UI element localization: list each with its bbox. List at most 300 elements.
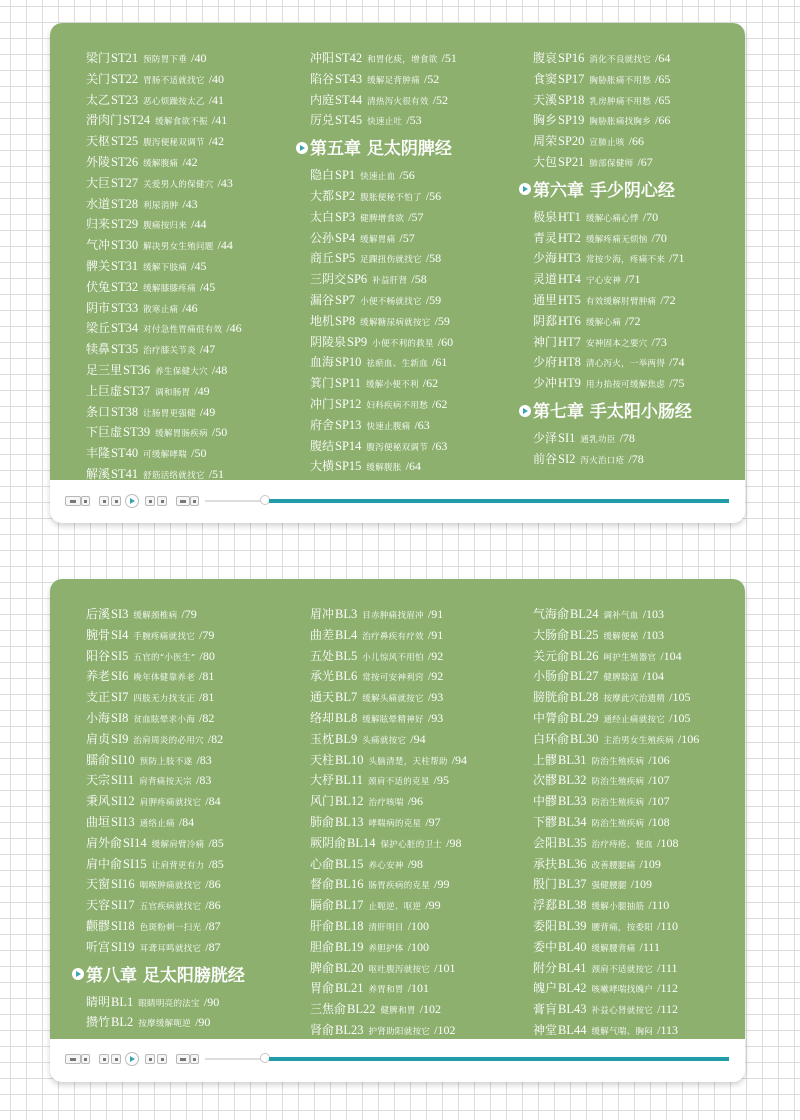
- chapter-title: 第八章 足太阳膀胱经: [86, 965, 245, 986]
- acupoint-name: 梁门: [86, 51, 111, 65]
- chapter-heading[interactable]: [519, 401, 692, 423]
- acupoint-name: 箕门: [310, 376, 335, 391]
- toc-entry[interactable]: [310, 961, 455, 977]
- acupoint-code: BL16: [335, 877, 364, 892]
- acupoint-description: 缓解颈椎病: [133, 611, 178, 621]
- next-button[interactable]: [145, 496, 155, 506]
- acupoint-description: 小儿惊风不用怕: [362, 652, 424, 663]
- acupoint-code: SP4: [335, 230, 356, 245]
- acupoint-code: SI1: [558, 431, 576, 445]
- toc-entry[interactable]: [86, 155, 198, 171]
- toc-entry[interactable]: [533, 857, 661, 873]
- toc-entry[interactable]: [533, 877, 652, 893]
- toc-entry[interactable]: [310, 877, 449, 893]
- chapter-heading[interactable]: [519, 180, 675, 202]
- toc-entry[interactable]: [310, 732, 426, 748]
- acupoint-name: 大巨: [86, 175, 111, 190]
- toc-entry[interactable]: [310, 898, 441, 914]
- acupoint-name: 少府: [533, 355, 558, 370]
- toc-entry[interactable]: [310, 189, 441, 205]
- acupoint-code: SI17: [111, 898, 135, 913]
- acupoint-description: 养生保健大穴: [155, 367, 208, 377]
- acupoint-code: BL8: [335, 711, 358, 725]
- toc-entry[interactable]: [310, 314, 450, 330]
- toc-entry[interactable]: [86, 280, 215, 296]
- acupoint-code: ST43: [335, 71, 363, 86]
- chapter-title: 第五章 足太阴脾经: [310, 139, 452, 160]
- acupoint-description: 缓解肩臂冷痛: [151, 839, 205, 850]
- toc-entry[interactable]: [533, 1002, 678, 1018]
- acupoint-code: BL40: [558, 939, 587, 954]
- acupoint-name: 大肠俞: [533, 627, 570, 642]
- acupoint-name: 臑俞: [86, 752, 111, 767]
- page-number: /53: [406, 113, 422, 128]
- toc-entry[interactable]: [533, 293, 676, 309]
- toc-entry[interactable]: [86, 113, 227, 129]
- acupoint-code: BL20: [335, 960, 364, 975]
- toc-entry[interactable]: [310, 272, 427, 288]
- acupoint-description: 缓解食欲不振: [155, 117, 208, 128]
- acupoint-name: 冲阳: [310, 51, 335, 65]
- page-number: /64: [655, 51, 671, 65]
- page-number: /59: [425, 293, 442, 307]
- toc-entry[interactable]: [310, 376, 438, 392]
- acupoint-description: 主治男女生殖疾病: [603, 735, 674, 746]
- toc-entry[interactable]: [310, 168, 415, 184]
- toc-entry[interactable]: [86, 384, 210, 400]
- acupoint-description: 通乳功臣: [580, 435, 616, 445]
- toc-entry[interactable]: [86, 259, 206, 275]
- acupoint-code: ST24: [123, 113, 151, 128]
- toc-entry[interactable]: [86, 690, 214, 706]
- acupoint-code: BL36: [558, 856, 587, 871]
- toc-entry[interactable]: [86, 238, 233, 254]
- toc-entry[interactable]: [533, 711, 690, 727]
- toc-entry[interactable]: [533, 919, 678, 935]
- rewind-button[interactable]: [99, 496, 109, 506]
- toc-entry[interactable]: [310, 649, 443, 665]
- toc-entry[interactable]: [533, 628, 664, 644]
- acupoint-description: 眼睛明亮的法宝: [138, 998, 200, 1009]
- toc-entry[interactable]: [86, 72, 224, 88]
- toc-entry[interactable]: [533, 794, 670, 810]
- page-number: /51: [441, 51, 457, 65]
- toc-entry[interactable]: [533, 940, 660, 956]
- page-number: /95: [433, 773, 449, 788]
- toc-entry[interactable]: [533, 649, 682, 665]
- acupoint-name: 膀胱俞: [533, 690, 570, 705]
- toc-entry[interactable]: [310, 940, 429, 956]
- toc-panel: [50, 23, 745, 480]
- toc-entry[interactable]: [310, 293, 441, 309]
- acupoint-name: 会阳: [533, 835, 558, 850]
- page-number: /67: [637, 155, 653, 169]
- chapter-heading[interactable]: [72, 965, 245, 987]
- toc-entry[interactable]: [86, 919, 221, 935]
- rewind-button[interactable]: [99, 1054, 109, 1064]
- toc-entry[interactable]: [310, 231, 415, 247]
- acupoint-name: 殷门: [533, 877, 558, 892]
- prev-button[interactable]: [111, 1054, 121, 1064]
- acupoint-description: 通经止痛就按它: [603, 715, 666, 725]
- acupoint-name: 通天: [310, 690, 335, 705]
- toc-entry[interactable]: [533, 93, 670, 109]
- toc-entry[interactable]: [86, 405, 215, 421]
- page-number: /101: [407, 981, 430, 996]
- toc-entry[interactable]: [310, 836, 461, 852]
- acupoint-description: 快速止血: [360, 172, 396, 183]
- acupoint-name: 隐白: [310, 168, 335, 183]
- toc-entry[interactable]: [86, 321, 242, 337]
- toc-entry[interactable]: [310, 607, 443, 623]
- acupoint-description: 补益肝肾: [372, 276, 408, 287]
- toc-entry[interactable]: [86, 669, 214, 685]
- toc-entry[interactable]: [533, 1023, 678, 1039]
- page-number: /58: [425, 251, 442, 266]
- acupoint-name: 气冲: [86, 238, 111, 253]
- toc-entry[interactable]: [533, 355, 684, 371]
- acupoint-description: 护肾助阳就按它: [368, 1027, 431, 1037]
- toc-entry[interactable]: [86, 425, 227, 441]
- toc-entry[interactable]: [310, 439, 447, 455]
- toc-entry[interactable]: [533, 452, 644, 468]
- toc-entry[interactable]: [533, 836, 678, 852]
- acupoint-description: 腹痛按归来: [143, 221, 188, 232]
- toc-entry[interactable]: [310, 335, 453, 351]
- toc-entry[interactable]: [86, 732, 223, 748]
- acupoint-description: 泻火治口疮: [580, 455, 625, 466]
- toc-entry[interactable]: [310, 711, 443, 727]
- acupoint-name: 腹结: [310, 438, 335, 453]
- page-number: /111: [639, 939, 660, 954]
- acupoint-code: BL14: [347, 835, 376, 850]
- toc-entry[interactable]: [86, 446, 206, 462]
- toc-entry[interactable]: [86, 628, 214, 644]
- acupoint-name: 公孙: [310, 230, 335, 245]
- acupoint-description: 健脾除湿: [603, 673, 639, 684]
- settings-button[interactable]: [190, 1054, 199, 1064]
- acupoint-description: 安神固本之要穴: [585, 338, 648, 349]
- toc-entry[interactable]: [533, 335, 667, 351]
- acupoint-description: 乳房肿痛不用愁: [589, 96, 652, 107]
- toc-entry[interactable]: [86, 898, 221, 914]
- toc-entry[interactable]: [86, 363, 227, 379]
- toc-entry[interactable]: [310, 210, 424, 226]
- acupoint-description: 通络止痛: [139, 819, 175, 829]
- acupoint-description: 肠胃疾病的克星: [368, 881, 431, 892]
- play-button[interactable]: [125, 1052, 139, 1066]
- toc-entry[interactable]: [310, 418, 430, 434]
- volume-button[interactable]: [81, 496, 90, 506]
- toc-entry[interactable]: [86, 753, 212, 769]
- toc-entry[interactable]: [310, 355, 447, 371]
- toc-entry[interactable]: [86, 197, 198, 213]
- toc-entry[interactable]: [86, 857, 224, 873]
- toc-entry[interactable]: [310, 981, 429, 997]
- toc-entry[interactable]: [310, 251, 441, 267]
- toc-entry[interactable]: [533, 669, 664, 685]
- acupoint-description: 肺部保健师: [589, 159, 634, 169]
- page-number: /94: [451, 752, 468, 767]
- toc-entry[interactable]: [86, 467, 224, 483]
- settings-button[interactable]: [190, 496, 199, 506]
- volume-button[interactable]: [81, 1054, 90, 1064]
- toc-entry[interactable]: [533, 376, 684, 392]
- acupoint-description: 治疗膝关节炎: [143, 346, 196, 357]
- acupoint-name: 水道: [86, 196, 111, 211]
- menu-button[interactable]: [65, 1054, 81, 1064]
- toc-entry[interactable]: [310, 93, 448, 109]
- toc-entry[interactable]: [533, 251, 684, 267]
- acupoint-description: 恶心烦躁按太乙: [143, 96, 205, 107]
- toc-entry[interactable]: [533, 898, 669, 914]
- acupoint-name: 厉兑: [310, 113, 335, 128]
- acupoint-name: 养老: [86, 669, 111, 684]
- acupoint-description: 补益心肾就按它: [591, 1006, 654, 1017]
- acupoint-code: SP16: [558, 51, 585, 65]
- acupoint-description: 宁心安神: [585, 276, 622, 287]
- page-number: /43: [217, 175, 233, 190]
- acupoint-name: 腕骨: [86, 627, 111, 642]
- toc-entry[interactable]: [86, 134, 224, 150]
- toc-entry[interactable]: [86, 995, 219, 1011]
- acupoint-name: 胆俞: [310, 939, 335, 954]
- acupoint-code: SI16: [111, 877, 135, 892]
- page-number: /66: [655, 113, 671, 128]
- toc-entry[interactable]: [533, 72, 670, 88]
- acupoint-code: HT2: [558, 230, 581, 245]
- toc-entry[interactable]: [533, 51, 670, 67]
- acupoint-description: 缓解小便不利: [365, 380, 419, 391]
- acupoint-code: HT5: [558, 293, 581, 307]
- acupoint-description: 养心安神: [368, 860, 404, 871]
- toc-entry[interactable]: [86, 877, 221, 893]
- acupoint-name: 大都: [310, 189, 335, 203]
- acupoint-description: 头脑清楚，天柱帮助: [368, 756, 448, 767]
- acupoint-code: BL32: [558, 773, 587, 788]
- page-number: /79: [199, 627, 215, 642]
- acupoint-description: 治疗鼻疾有疗效: [362, 631, 424, 642]
- media-player-bar: [50, 1040, 745, 1080]
- acupoint-name: 三焦俞: [310, 1002, 347, 1017]
- acupoint-description: 手腕疼痛就找它: [133, 631, 195, 642]
- acupoint-name: 承扶: [533, 856, 558, 871]
- acupoint-name: 腹哀: [533, 51, 558, 65]
- acupoint-name: 伏兔: [86, 279, 111, 294]
- page-number: /48: [211, 363, 228, 377]
- toc-entry[interactable]: [533, 981, 678, 997]
- toc-entry[interactable]: [310, 669, 443, 685]
- toc-entry[interactable]: [310, 1023, 455, 1039]
- toc-entry[interactable]: [310, 51, 457, 67]
- page-number: /108: [657, 835, 679, 850]
- acupoint-description: 关爱男人的保健穴: [143, 179, 214, 190]
- acupoint-description: 缓解气喘、胸闷: [591, 1027, 654, 1037]
- toc-entry[interactable]: [533, 155, 653, 171]
- page-number: /112: [657, 1002, 678, 1017]
- toc-entry[interactable]: [533, 314, 640, 330]
- media-player-bar: [50, 482, 745, 522]
- acupoint-description: 小便不利的救星: [372, 338, 434, 349]
- toc-entry[interactable]: [86, 607, 197, 623]
- acupoint-description: 防治生殖疾病: [591, 756, 645, 767]
- toc-entry[interactable]: [310, 628, 443, 644]
- acupoint-name: 胸乡: [533, 113, 558, 128]
- toc-entry[interactable]: [86, 711, 214, 727]
- toc-entry[interactable]: [533, 272, 640, 288]
- page-number: /61: [432, 355, 448, 370]
- page-number: /64: [405, 459, 421, 474]
- menu-button[interactable]: [65, 496, 81, 506]
- acupoint-description: 止呃逆、呕逆: [368, 902, 422, 913]
- toc-entry[interactable]: [310, 815, 441, 831]
- acupoint-code: ST45: [335, 113, 363, 128]
- toc-entry[interactable]: [86, 301, 198, 317]
- toc-entry[interactable]: [533, 231, 667, 247]
- acupoint-description: 让肠胃更强健: [143, 408, 196, 419]
- acupoint-code: BL25: [570, 627, 599, 642]
- prev-button[interactable]: [111, 496, 121, 506]
- acupoint-description: 小便不畅就找它: [360, 297, 422, 307]
- page-number: /82: [207, 731, 224, 746]
- toc-entry[interactable]: [86, 342, 215, 358]
- toc-entry[interactable]: [310, 753, 467, 769]
- toc-entry[interactable]: [533, 134, 644, 150]
- acupoint-name: 足三里: [86, 363, 123, 377]
- acupoint-name: 冲门: [310, 397, 335, 411]
- acupoint-code: SP19: [558, 113, 585, 128]
- toc-entry[interactable]: [86, 1015, 210, 1031]
- toc-entry[interactable]: [533, 607, 664, 623]
- acupoint-name: 太白: [310, 209, 335, 224]
- toc-entry[interactable]: [533, 773, 670, 789]
- acupoint-code: BL34: [558, 815, 587, 829]
- toc-entry[interactable]: [310, 1002, 441, 1018]
- page-number: /103: [642, 627, 665, 642]
- toc-entry[interactable]: [86, 51, 206, 67]
- page-number: /113: [657, 1023, 678, 1037]
- toc-entry[interactable]: [310, 690, 443, 706]
- page-number: /43: [182, 196, 198, 211]
- toc-entry[interactable]: [86, 93, 224, 109]
- toc-entry[interactable]: [533, 113, 670, 129]
- page-number: /46: [226, 321, 242, 336]
- toc-entry[interactable]: [310, 794, 423, 810]
- toc-entry[interactable]: [86, 649, 215, 665]
- toc-entry[interactable]: [310, 919, 429, 935]
- acupoint-code: SP10: [335, 355, 362, 370]
- acupoint-description: 对付急性胃痛很有效: [143, 325, 223, 336]
- forward-button[interactable]: [157, 496, 167, 506]
- chapter-heading[interactable]: [296, 138, 452, 160]
- toc-entry[interactable]: [86, 176, 233, 192]
- acupoint-code: ST36: [123, 363, 151, 377]
- page-number: /107: [648, 773, 670, 788]
- acupoint-name: 血海: [310, 355, 335, 370]
- page-number: /42: [208, 134, 225, 149]
- page-number: /47: [199, 342, 216, 357]
- acupoint-description: 缓解便秘: [603, 631, 639, 642]
- page-number: /75: [669, 376, 685, 391]
- progress-track: [205, 500, 263, 502]
- toc-entry[interactable]: [310, 857, 423, 873]
- toc-entry[interactable]: [533, 961, 678, 977]
- toc-entry[interactable]: [310, 72, 439, 88]
- toc-entry[interactable]: [533, 753, 670, 769]
- toc-entry[interactable]: [86, 794, 221, 810]
- acupoint-code: SP18: [558, 92, 585, 107]
- play-circle-icon: [72, 968, 84, 980]
- acupoint-code: BL3: [335, 607, 358, 621]
- page-number: /90: [195, 1015, 211, 1030]
- acupoint-code: ST32: [111, 279, 139, 294]
- toc-entry[interactable]: [86, 773, 211, 789]
- acupoint-name: 天柱: [310, 752, 335, 767]
- toc-entry[interactable]: [533, 690, 690, 706]
- toc-entry[interactable]: [533, 815, 670, 831]
- acupoint-code: ST30: [111, 238, 139, 253]
- acupoint-description: 呵护生殖器官: [603, 652, 657, 663]
- acupoint-code: BL27: [570, 669, 599, 684]
- toc-entry[interactable]: [310, 459, 421, 475]
- acupoint-description: 耳聋耳鸣就找它: [139, 943, 202, 954]
- acupoint-code: SI12: [111, 794, 135, 809]
- acupoint-name: 小肠俞: [533, 669, 570, 684]
- page-number: /109: [639, 856, 661, 871]
- toc-entry[interactable]: [86, 836, 224, 852]
- toc-entry[interactable]: [533, 431, 635, 447]
- acupoint-name: 关元俞: [533, 648, 570, 663]
- toc-entry[interactable]: [86, 815, 194, 831]
- toc-entry[interactable]: [86, 217, 206, 233]
- acupoint-description: 缓解眩晕精神好: [362, 715, 424, 725]
- acupoint-description: 可缓解哮喘: [143, 450, 188, 461]
- page-number: /44: [217, 238, 233, 253]
- play-button[interactable]: [125, 494, 139, 508]
- acupoint-code: ST23: [111, 92, 139, 107]
- acupoint-name: 商丘: [310, 251, 335, 266]
- acupoint-description: 和胃化痰，增食欲: [367, 55, 438, 65]
- toc-entry[interactable]: [310, 773, 449, 789]
- acupoint-code: SP2: [335, 189, 356, 203]
- toc-entry[interactable]: [310, 397, 447, 413]
- toc-entry[interactable]: [310, 113, 422, 129]
- forward-button[interactable]: [157, 1054, 167, 1064]
- acupoint-code: ST27: [111, 175, 139, 190]
- page-number: /62: [422, 376, 439, 391]
- acupoint-name: 周荣: [533, 134, 558, 149]
- acupoint-description: 强健腰腿: [591, 881, 627, 892]
- toc-entry[interactable]: [86, 940, 221, 956]
- acupoint-description: 治肩周炎的必用穴: [133, 735, 204, 746]
- acupoint-name: 少泽: [533, 431, 558, 445]
- page-number: /87: [205, 939, 221, 954]
- toc-entry[interactable]: [533, 210, 658, 226]
- page-number: /56: [399, 168, 415, 183]
- acupoint-name: 膈俞: [310, 898, 335, 913]
- toc-entry[interactable]: [533, 732, 699, 748]
- acupoint-code: BL2: [111, 1015, 134, 1030]
- page-number: /70: [651, 230, 667, 245]
- acupoint-name: 府舍: [310, 417, 335, 432]
- acupoint-code: ST34: [111, 321, 139, 336]
- fullscreen-button[interactable]: [176, 496, 190, 506]
- fullscreen-button[interactable]: [176, 1054, 190, 1064]
- next-button[interactable]: [145, 1054, 155, 1064]
- page-number: /86: [205, 898, 221, 913]
- acupoint-name: 委中: [533, 939, 558, 954]
- acupoint-description: 调补气血: [603, 611, 639, 621]
